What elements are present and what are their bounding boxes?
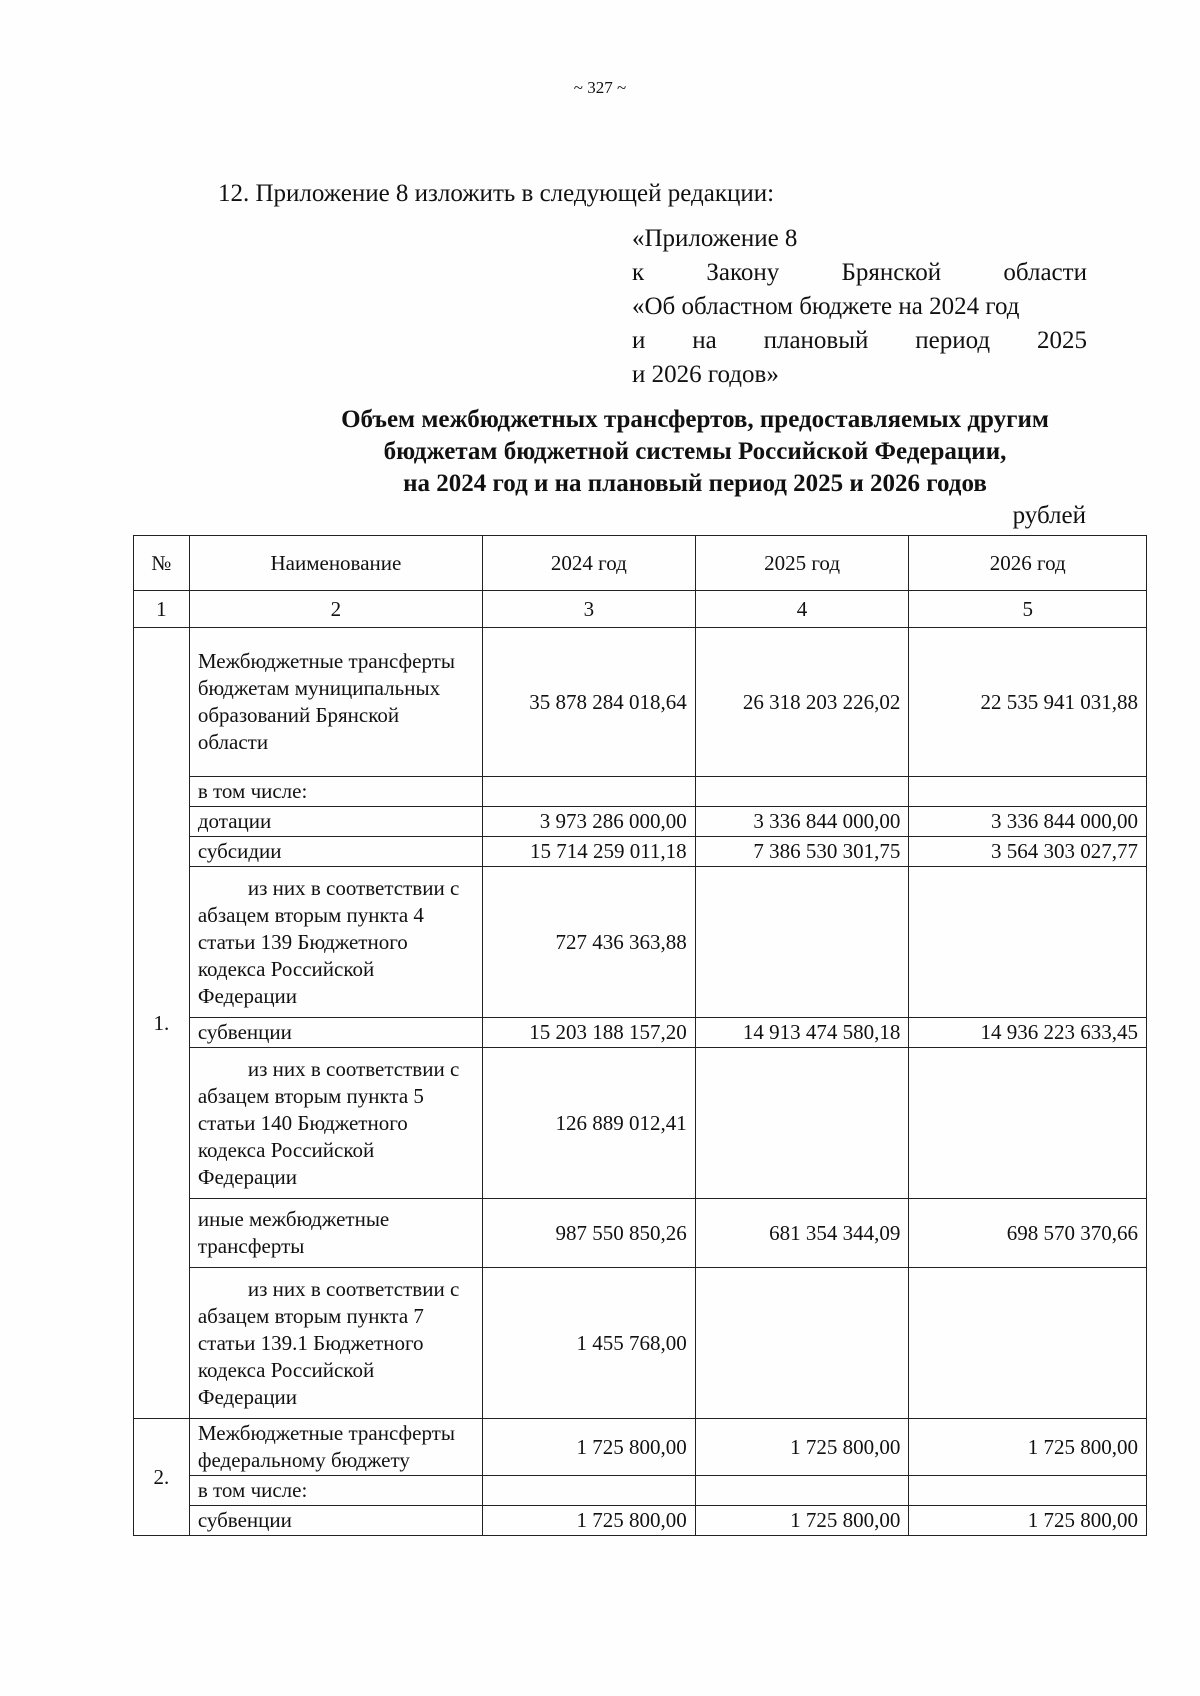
column-number: 1 (134, 591, 190, 628)
column-number: 5 (909, 591, 1147, 628)
row-name: дотации (189, 807, 482, 837)
amount-2025: 26 318 203 226,02 (695, 628, 909, 777)
appendix-line-1: «Приложение 8 (632, 225, 798, 252)
table-row (134, 1268, 1147, 1419)
units-label: рублей (1012, 502, 1086, 529)
table-row (134, 777, 1147, 807)
row-name: субсидии (189, 837, 482, 867)
amount-2026: 1 725 800,00 (909, 1506, 1147, 1536)
row-name: из них в соответствии с абзацем вторым пункта 5 статьи 140 Бюджетного кодекса Российской Федерации (189, 1048, 482, 1199)
document-title (120, 404, 1200, 500)
row-name: Межбюджетные трансферты бюджетам муниципальных образований Брянской области (189, 628, 482, 777)
appendix-reference (632, 222, 1087, 392)
section-number: 2. (134, 1419, 190, 1536)
amount-2024: 15 203 188 157,20 (482, 1018, 695, 1048)
amendment-instruction: 12. Приложение 8 изложить в следующей редакции: (218, 180, 775, 207)
appendix-word: 2025 (1036, 327, 1087, 354)
header-2025: 2025 год (695, 536, 909, 591)
transfers-table (133, 535, 1147, 1536)
appendix-line-4 (632, 324, 1087, 358)
appendix-word: на (692, 327, 717, 354)
column-number: 4 (695, 591, 909, 628)
table-row (134, 1506, 1147, 1536)
amount-2024: 3 973 286 000,00 (482, 807, 695, 837)
amount-2026 (909, 867, 1147, 1018)
appendix-word: области (1003, 259, 1087, 286)
amount-2026: 698 570 370,66 (909, 1199, 1147, 1268)
amount-2025 (695, 1268, 909, 1419)
table-row (134, 1419, 1147, 1476)
amount-2026 (909, 1476, 1147, 1506)
appendix-word: к (632, 259, 645, 286)
column-number: 2 (189, 591, 482, 628)
row-name: в том числе: (189, 777, 482, 807)
title-line-3: на 2024 год и на плановый период 2025 и 2026 годов (403, 470, 987, 497)
amount-2024: 15 714 259 011,18 (482, 837, 695, 867)
amount-2026 (909, 1268, 1147, 1419)
amount-2025: 1 725 800,00 (695, 1419, 909, 1476)
amount-2026 (909, 777, 1147, 807)
table-row (134, 628, 1147, 777)
table-row (134, 1199, 1147, 1268)
amount-2025 (695, 1476, 909, 1506)
row-name: в том числе: (189, 1476, 482, 1506)
row-name: субвенции (189, 1018, 482, 1048)
row-name: субвенции (189, 1506, 482, 1536)
amount-2024: 727 436 363,88 (482, 867, 695, 1018)
table-row (134, 1476, 1147, 1506)
appendix-line-3: «Об областном бюджете на 2024 год (632, 293, 1020, 320)
header-name: Наименование (189, 536, 482, 591)
table-row (134, 1048, 1147, 1199)
amount-2024: 987 550 850,26 (482, 1199, 695, 1268)
amount-2025: 1 725 800,00 (695, 1506, 909, 1536)
table-row (134, 837, 1147, 867)
header-2026: 2026 год (909, 536, 1147, 591)
amount-2025 (695, 867, 909, 1018)
amount-2025: 3 336 844 000,00 (695, 807, 909, 837)
amount-2024 (482, 777, 695, 807)
appendix-line-2 (632, 256, 1087, 290)
column-number-row (134, 591, 1147, 628)
amount-2026: 1 725 800,00 (909, 1419, 1147, 1476)
amount-2025 (695, 777, 909, 807)
amount-2025: 681 354 344,09 (695, 1199, 909, 1268)
title-line-1: Объем межбюджетных трансфертов, предоставляемых другим (341, 406, 1049, 433)
amount-2025 (695, 1048, 909, 1199)
appendix-word: Закону (706, 259, 780, 286)
amount-2026: 14 936 223 633,45 (909, 1018, 1147, 1048)
amount-2026 (909, 1048, 1147, 1199)
header-2024: 2024 год (482, 536, 695, 591)
amount-2026: 3 564 303 027,77 (909, 837, 1147, 867)
amount-2024: 126 889 012,41 (482, 1048, 695, 1199)
amount-2025: 7 386 530 301,75 (695, 837, 909, 867)
amount-2025: 14 913 474 580,18 (695, 1018, 909, 1048)
appendix-line-5: и 2026 годов» (632, 361, 779, 388)
amount-2024: 35 878 284 018,64 (482, 628, 695, 777)
appendix-word: Брянской (841, 259, 942, 286)
table-row (134, 1018, 1147, 1048)
section-number: 1. (134, 628, 190, 1419)
row-name: иные межбюджетные трансферты (189, 1199, 482, 1268)
amount-2024: 1 455 768,00 (482, 1268, 695, 1419)
appendix-word: плановый (763, 327, 869, 354)
amount-2024: 1 725 800,00 (482, 1419, 695, 1476)
amount-2026: 3 336 844 000,00 (909, 807, 1147, 837)
amount-2026: 22 535 941 031,88 (909, 628, 1147, 777)
appendix-word: период (915, 327, 991, 354)
row-name: из них в соответствии с абзацем вторым пункта 4 статьи 139 Бюджетного кодекса Российской Федерации (189, 867, 482, 1018)
table-row (134, 867, 1147, 1018)
header-number: № (134, 536, 190, 591)
column-number: 3 (482, 591, 695, 628)
amount-2024: 1 725 800,00 (482, 1506, 695, 1536)
table-header-row (134, 536, 1147, 591)
title-line-2: бюджетам бюджетной системы Российской Федерации, (383, 438, 1007, 465)
row-name: из них в соответствии с абзацем вторым пункта 7 статьи 139.1 Бюджетного кодекса Российской Федерации (189, 1268, 482, 1419)
appendix-word: и (632, 327, 646, 354)
amount-2024 (482, 1476, 695, 1506)
row-name: Межбюджетные трансферты федеральному бюджету (189, 1419, 482, 1476)
table-row (134, 807, 1147, 837)
page-number: ~ 327 ~ (573, 78, 627, 97)
